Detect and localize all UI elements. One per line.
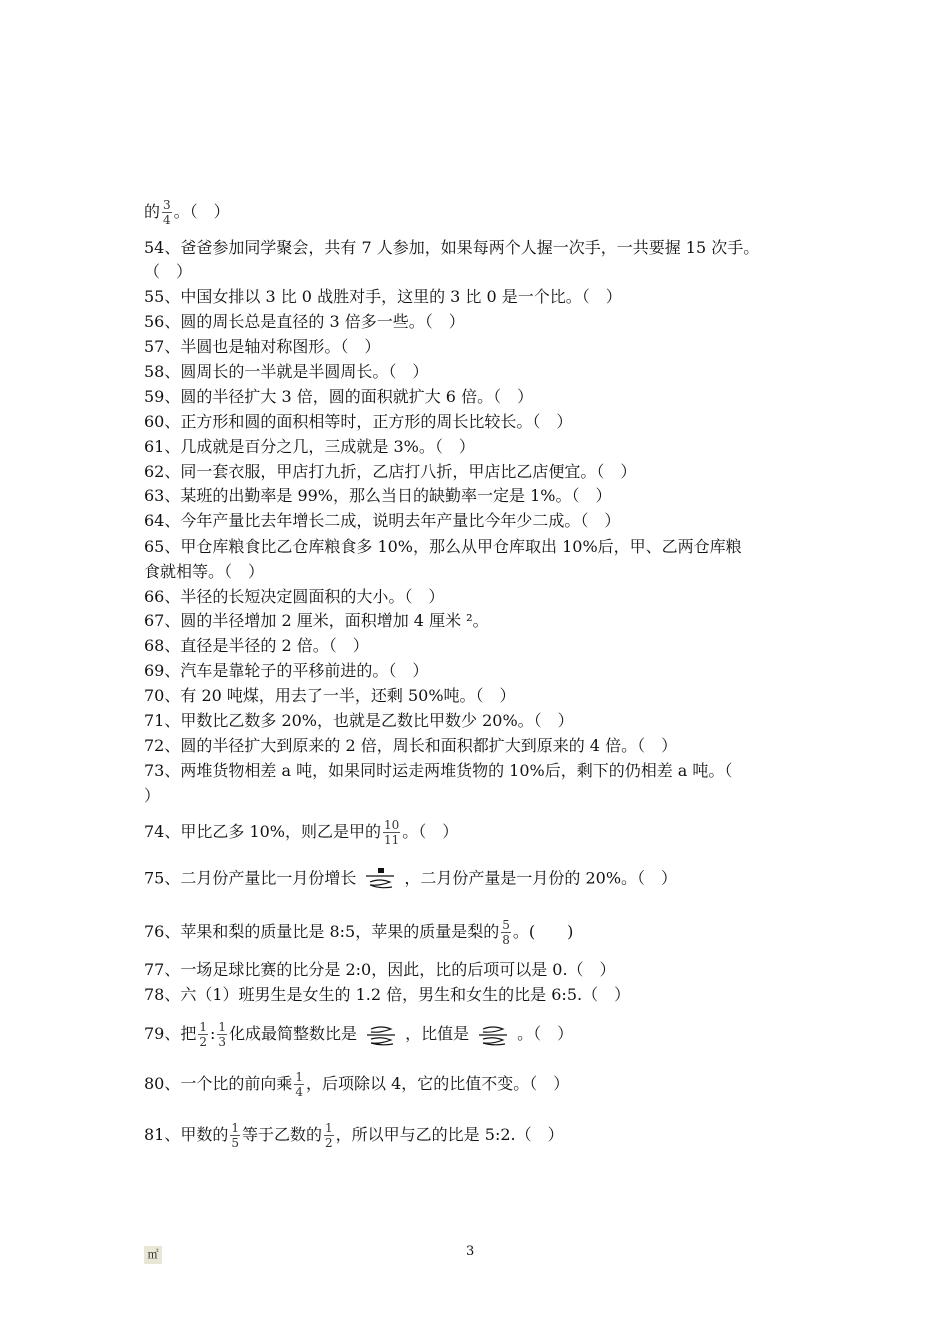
question-line: 68、直径是半径的 2 倍。（ ） (144, 636, 369, 655)
text-segment: 75、二月份产量比一月份增长 (144, 868, 357, 888)
text-segment: 化成最简整数比是 (229, 1024, 358, 1043)
text-segment: 等于乙数的 (242, 1125, 323, 1144)
text-segment: 79、把 (144, 1024, 197, 1043)
question-line: 70、有 20 吨煤，用去了一半，还剩 50%吨。（ ） (144, 686, 516, 705)
fraction (198, 1020, 208, 1049)
question-line: 67、圆的半径增加 2 厘米，面积增加 4 厘米 ²。 (144, 611, 489, 630)
question-line: 63、某班的出勤率是 99%，那么当日的缺勤率一定是 1%。（ ） (144, 486, 612, 505)
fraction-numerator: 1 (199, 1020, 208, 1034)
page-number: 3 (466, 1244, 475, 1259)
question-line: 61、几成就是百分之几，三成就是 3%。（ ） (144, 437, 475, 456)
fraction-numerator: 1 (231, 1121, 240, 1135)
question-line: 54、爸爸参加同学聚会，共有 7 人参加，如果每两个人握一次手，一共要握 15 次手。 (144, 238, 760, 257)
question-line (144, 1121, 564, 1150)
fraction (162, 198, 172, 227)
fraction-numerator: 1 (218, 1020, 227, 1034)
fraction (217, 1020, 227, 1049)
fraction-denominator: 5 (231, 1136, 240, 1150)
question-line: （ ） (144, 262, 193, 281)
question-line: 66、半径的长短决定圆面积的大小。（ ） (144, 587, 445, 606)
fraction-numerator: 3 (163, 198, 171, 212)
question-line: 71、甲数比乙数多 20%，也就是乙数比甲数少 20%。（ ） (144, 711, 574, 730)
text-segment: : (210, 1024, 216, 1043)
fraction-denominator: 2 (325, 1136, 333, 1150)
text-segment: 的 (144, 202, 161, 221)
text-segment: ，二月份产量是一月份的 20%。（ ） (404, 868, 678, 888)
question-line: 62、同一套衣服，甲店打九折，乙店打八折，甲店比乙店便宜。（ ） (144, 462, 637, 481)
question-line: 60、正方形和圆的面积相等时，正方形的周长比较长。（ ） (144, 412, 573, 431)
question-line: 59、圆的半径扩大 3 倍，圆的面积就扩大 6 倍。（ ） (144, 387, 534, 406)
text-segment: ，所以甲与乙的比是 5:2.（ ） (335, 1125, 564, 1144)
question-line: 64、今年产量比去年增长二成，说明去年产量比今年少二成。（ ） (144, 511, 621, 530)
question-line: 55、中国女排以 3 比 0 战胜对手，这里的 3 比 0 是一个比。（ ） (144, 287, 622, 306)
fraction (501, 918, 511, 947)
fraction-denominator: 3 (218, 1035, 227, 1049)
text-segment: 。( ) (512, 922, 574, 941)
question-line: 58、圆周长的一半就是半圆周长。（ ） (144, 362, 429, 381)
question-line: 57、半圆也是轴对称图形。（ ） (144, 337, 381, 356)
question-line: 77、一场足球比赛的比分是 2:0，因此，比的后项可以是 0.（ ） (144, 960, 616, 979)
question-line: 73、两堆货物相差 a 吨，如果同时运走两堆货物的 10%后，剩下的仍相差 a 吨。（ (144, 761, 733, 780)
text-segment: 。（ ） (402, 822, 459, 841)
question-line: ） (144, 786, 161, 805)
question-line: 78、六（1）班男生是女生的 1.2 倍，男生和女生的比是 6:5.（ ） (144, 985, 631, 1004)
fraction (383, 818, 400, 847)
text-segment: 80、一个比的前向乘 (144, 1074, 293, 1093)
text-segment: ，后项除以 4，它的比值不变。（ ） (306, 1074, 570, 1093)
garbled-formula-glyph (475, 1024, 511, 1046)
text-segment: 74、甲比乙多 10%，则乙是甲的 (144, 822, 382, 841)
fraction-denominator: 8 (502, 933, 510, 947)
question-line (144, 1070, 569, 1099)
text-segment: 76、苹果和梨的质量比是 8:5，苹果的质量是梨的 (144, 922, 500, 941)
question-line (144, 868, 677, 890)
fraction-numerator: 1 (295, 1070, 304, 1084)
question-line: 食就相等。（ ） (144, 562, 265, 581)
question-line: 69、汽车是靠轮子的平移前进的。（ ） (144, 661, 429, 680)
text-segment: 81、甲数的 (144, 1125, 229, 1144)
fraction-denominator: 4 (295, 1085, 304, 1099)
question-line (144, 1020, 573, 1049)
fraction-denominator: 2 (199, 1035, 208, 1049)
fraction-numerator: 10 (384, 818, 400, 832)
fraction (294, 1070, 304, 1099)
question-line (144, 918, 573, 947)
garbled-formula-glyph (362, 868, 398, 890)
fraction-numerator: 5 (502, 918, 510, 932)
question-line: 72、圆的半径扩大到原来的 2 倍，周长和面积都扩大到原来的 4 倍。（ ） (144, 736, 678, 755)
corner-mark: ㎡ (144, 1246, 162, 1264)
question-line (144, 818, 458, 847)
text-segment: ，比值是 (405, 1024, 470, 1043)
text-segment: 。（ ） (517, 1024, 574, 1043)
fraction (324, 1121, 334, 1150)
fraction (230, 1121, 240, 1150)
garbled-formula-glyph (363, 1024, 399, 1046)
question-line: 65、甲仓库粮食比乙仓库粮食多 10%，那么从甲仓库取出 10%后，甲、乙两仓库粮 (144, 537, 742, 556)
fraction-numerator: 1 (325, 1121, 333, 1135)
text-segment: 。（ ） (173, 202, 230, 221)
fraction-denominator: 11 (384, 833, 400, 847)
question-line (144, 198, 230, 227)
question-line: 56、圆的周长总是直径的 3 倍多一些。（ ） (144, 312, 465, 331)
fraction-denominator: 4 (163, 213, 171, 227)
